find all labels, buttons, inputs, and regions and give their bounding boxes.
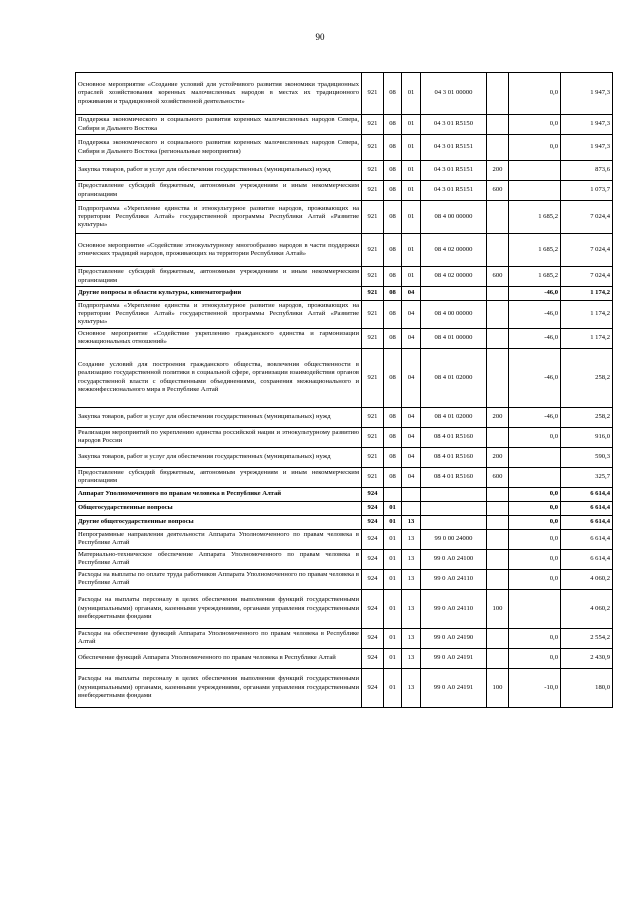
row-section-code: 08 xyxy=(384,73,402,115)
row-grbs-code: 921 xyxy=(362,348,384,407)
row-target-article: 08 4 01 R5160 xyxy=(421,467,487,487)
row-name: Расходы на выплаты персоналу в целях обеспечения выполнения функций государственными (муниципальными) органами, казенными учреждениями, органами управления государственными внебюджетными фондами xyxy=(76,668,362,707)
row-grbs-code: 924 xyxy=(362,668,384,707)
row-change-amount: 0,0 xyxy=(509,73,561,115)
row-subsection-code: 04 xyxy=(402,348,421,407)
row-expense-type xyxy=(487,427,509,447)
row-name: Закупка товаров, работ и услуг для обеспечения государственных (муниципальных) нужд xyxy=(76,447,362,467)
row-grbs-code: 921 xyxy=(362,328,384,348)
row-subsection-code: 04 xyxy=(402,287,421,301)
row-target-article xyxy=(421,487,487,501)
row-subsection-code: 13 xyxy=(402,648,421,668)
row-subsection-code: 13 xyxy=(402,529,421,549)
row-expense-type: 200 xyxy=(487,161,509,181)
row-target-article: 08 4 01 R5160 xyxy=(421,447,487,467)
row-total-amount: 4 060,2 xyxy=(561,589,613,628)
row-expense-type xyxy=(487,115,509,135)
row-subsection-code xyxy=(402,501,421,515)
row-name: Расходы на выплаты персоналу в целях обеспечения выполнения функций государственными (муниципальными) органами, казенными учреждениями, органами управления государственными внебюджетными фондами xyxy=(76,589,362,628)
row-change-amount: 0,0 xyxy=(509,549,561,569)
table-row xyxy=(76,487,613,501)
row-target-article: 99 0 А0 24191 xyxy=(421,648,487,668)
row-section-code: 08 xyxy=(384,161,402,181)
row-target-article: 08 4 00 00000 xyxy=(421,301,487,329)
row-expense-type xyxy=(487,501,509,515)
row-name: Предоставление субсидий бюджетным, автономным учреждениям и иным некоммерческим организациям xyxy=(76,467,362,487)
row-expense-type: 200 xyxy=(487,407,509,427)
row-target-article: 99 0 А0 24110 xyxy=(421,589,487,628)
row-expense-type: 600 xyxy=(487,267,509,287)
row-name: Закупка товаров, работ и услуг для обеспечения государственных (муниципальных) нужд xyxy=(76,407,362,427)
row-section-code: 01 xyxy=(384,515,402,529)
row-grbs-code: 921 xyxy=(362,301,384,329)
row-expense-type xyxy=(487,628,509,648)
row-subsection-code: 13 xyxy=(402,668,421,707)
row-subsection-code: 13 xyxy=(402,569,421,589)
row-name: Предоставление субсидий бюджетным, автономным учреждениям и иным некоммерческим организациям xyxy=(76,181,362,201)
row-name: Предоставление субсидий бюджетным, автономным учреждениям и иным некоммерческим организациям xyxy=(76,267,362,287)
row-target-article: 04 3 01 R5150 xyxy=(421,115,487,135)
row-target-article: 99 0 00 24000 xyxy=(421,529,487,549)
row-total-amount: 6 614,4 xyxy=(561,529,613,549)
row-target-article: 99 0 А0 24100 xyxy=(421,549,487,569)
row-section-code: 08 xyxy=(384,135,402,161)
row-name: Основное мероприятие «Содействие укреплению гражданского единства и гармонизации межнациональных отношений» xyxy=(76,328,362,348)
row-name: Поддержка экономического и социального развития коренных малочисленных народов Севера, Сибири и Дальнего Востока (региональные мероприятия) xyxy=(76,135,362,161)
table-row xyxy=(76,115,613,135)
row-section-code xyxy=(384,487,402,501)
row-section-code: 01 xyxy=(384,589,402,628)
row-section-code: 08 xyxy=(384,328,402,348)
row-target-article: 99 0 А0 24110 xyxy=(421,569,487,589)
row-name: Другие общегосударственные вопросы xyxy=(76,515,362,529)
table-row xyxy=(76,301,613,329)
row-name: Расходы на выплаты по оплате труда работников Аппарата Уполномоченного по правам человека в Республике Алтай xyxy=(76,569,362,589)
row-section-code: 01 xyxy=(384,648,402,668)
table-row xyxy=(76,161,613,181)
row-change-amount: 0,0 xyxy=(509,501,561,515)
row-name: Расходы на обеспечение функций Аппарата Уполномоченного по правам человека в Республике Алтай xyxy=(76,628,362,648)
row-expense-type: 100 xyxy=(487,668,509,707)
row-subsection-code: 04 xyxy=(402,301,421,329)
row-grbs-code: 921 xyxy=(362,135,384,161)
row-name: Закупка товаров, работ и услуг для обеспечения государственных (муниципальных) нужд xyxy=(76,161,362,181)
row-target-article: 08 4 00 00000 xyxy=(421,201,487,234)
row-expense-type xyxy=(487,529,509,549)
row-section-code: 01 xyxy=(384,668,402,707)
row-total-amount: 7 024,4 xyxy=(561,267,613,287)
row-change-amount: 0,0 xyxy=(509,135,561,161)
row-target-article: 08 4 02 00000 xyxy=(421,267,487,287)
table-row xyxy=(76,234,613,267)
row-change-amount xyxy=(509,161,561,181)
row-target-article xyxy=(421,501,487,515)
table-row xyxy=(76,589,613,628)
table-row xyxy=(76,135,613,161)
row-expense-type xyxy=(487,234,509,267)
row-subsection-code: 01 xyxy=(402,181,421,201)
row-section-code: 08 xyxy=(384,447,402,467)
table-row xyxy=(76,549,613,569)
row-grbs-code: 924 xyxy=(362,648,384,668)
row-grbs-code: 921 xyxy=(362,115,384,135)
row-change-amount: 1 685,2 xyxy=(509,234,561,267)
row-section-code: 08 xyxy=(384,467,402,487)
row-change-amount: -46,0 xyxy=(509,301,561,329)
row-grbs-code: 921 xyxy=(362,234,384,267)
row-grbs-code: 924 xyxy=(362,501,384,515)
row-grbs-code: 924 xyxy=(362,549,384,569)
table-row xyxy=(76,328,613,348)
row-subsection-code: 04 xyxy=(402,467,421,487)
row-grbs-code: 921 xyxy=(362,267,384,287)
row-total-amount: 2 430,9 xyxy=(561,648,613,668)
row-grbs-code: 924 xyxy=(362,589,384,628)
table-row xyxy=(76,287,613,301)
row-change-amount xyxy=(509,447,561,467)
row-grbs-code: 921 xyxy=(362,407,384,427)
row-grbs-code: 921 xyxy=(362,161,384,181)
row-change-amount: -46,0 xyxy=(509,328,561,348)
row-name: Подпрограмма «Укрепление единства и этнокультурное развитие народов, проживающих на территории Республики Алтай» государственной программы Республики Алтай «Развитие культуры» xyxy=(76,301,362,329)
row-expense-type xyxy=(487,348,509,407)
row-expense-type xyxy=(487,201,509,234)
row-change-amount: 0,0 xyxy=(509,115,561,135)
row-subsection-code: 01 xyxy=(402,135,421,161)
row-target-article: 04 3 01 R5151 xyxy=(421,135,487,161)
row-grbs-code: 921 xyxy=(362,287,384,301)
row-name: Непрограммные направления деятельности Аппарата Уполномоченного по правам человека в Республике Алтай xyxy=(76,529,362,549)
row-grbs-code: 921 xyxy=(362,181,384,201)
row-target-article xyxy=(421,287,487,301)
row-section-code: 08 xyxy=(384,427,402,447)
row-name: Подпрограмма «Укрепление единства и этнокультурное развитие народов, проживающих на территории Республики Алтай» государственной программы Республики Алтай «Развитие культуры» xyxy=(76,201,362,234)
row-change-amount: 0,0 xyxy=(509,515,561,529)
row-name: Материально-техническое обеспечение Аппарата Уполномоченного по правам человека в Республике Алтай xyxy=(76,549,362,569)
row-expense-type xyxy=(487,328,509,348)
row-change-amount: -46,0 xyxy=(509,287,561,301)
row-expense-type xyxy=(487,549,509,569)
row-section-code: 08 xyxy=(384,234,402,267)
row-total-amount: 1 947,3 xyxy=(561,135,613,161)
row-total-amount: 1 947,3 xyxy=(561,115,613,135)
row-section-code: 08 xyxy=(384,267,402,287)
row-grbs-code: 924 xyxy=(362,628,384,648)
table-row xyxy=(76,73,613,115)
table-row xyxy=(76,569,613,589)
row-section-code: 08 xyxy=(384,287,402,301)
row-change-amount xyxy=(509,181,561,201)
row-subsection-code: 13 xyxy=(402,549,421,569)
row-section-code: 01 xyxy=(384,628,402,648)
row-name: Создание условий для построения гражданского общества, вовлечения общественности в реализацию государственной политики в социальной сфере, организации взаимодействия органов государственной власти с общественными объединениями, сохранения межнационального и межконфессионального мира в Республике Алтай xyxy=(76,348,362,407)
row-change-amount: -46,0 xyxy=(509,348,561,407)
row-target-article: 04 3 01 R5151 xyxy=(421,161,487,181)
row-subsection-code: 04 xyxy=(402,407,421,427)
row-subsection-code: 04 xyxy=(402,447,421,467)
row-change-amount: 0,0 xyxy=(509,427,561,447)
table-row xyxy=(76,628,613,648)
row-expense-type xyxy=(487,135,509,161)
row-target-article: 08 4 01 R5160 xyxy=(421,427,487,447)
row-change-amount xyxy=(509,589,561,628)
row-subsection-code: 01 xyxy=(402,234,421,267)
row-section-code: 01 xyxy=(384,549,402,569)
row-name: Основное мероприятие «Создание условий для устойчивого развития экономики традиционных отраслей хозяйствования коренных малочисленных народов в местах их традиционного проживания и традиционной хозяйственной деятельности» xyxy=(76,73,362,115)
row-total-amount: 2 554,2 xyxy=(561,628,613,648)
row-grbs-code: 921 xyxy=(362,467,384,487)
row-total-amount: 6 614,4 xyxy=(561,515,613,529)
row-section-code: 08 xyxy=(384,407,402,427)
page-number: 90 xyxy=(315,32,325,42)
row-change-amount: 0,0 xyxy=(509,487,561,501)
row-name: Обеспечение функций Аппарата Уполномоченного по правам человека в Республике Алтай xyxy=(76,648,362,668)
row-subsection-code: 04 xyxy=(402,328,421,348)
row-total-amount: 180,0 xyxy=(561,668,613,707)
table-row xyxy=(76,467,613,487)
row-subsection-code: 13 xyxy=(402,515,421,529)
row-expense-type xyxy=(487,487,509,501)
row-subsection-code: 01 xyxy=(402,73,421,115)
row-section-code: 08 xyxy=(384,348,402,407)
row-target-article: 08 4 01 02000 xyxy=(421,348,487,407)
row-change-amount: -10,0 xyxy=(509,668,561,707)
row-section-code: 08 xyxy=(384,301,402,329)
row-change-amount: 0,0 xyxy=(509,569,561,589)
row-change-amount: 1 685,2 xyxy=(509,267,561,287)
row-total-amount: 258,2 xyxy=(561,348,613,407)
budget-table xyxy=(75,72,613,708)
row-change-amount: 0,0 xyxy=(509,529,561,549)
table-row xyxy=(76,529,613,549)
row-grbs-code: 921 xyxy=(362,201,384,234)
row-subsection-code: 13 xyxy=(402,628,421,648)
row-expense-type xyxy=(487,73,509,115)
row-target-article xyxy=(421,515,487,529)
row-section-code: 08 xyxy=(384,181,402,201)
row-target-article: 99 0 А0 24190 xyxy=(421,628,487,648)
row-grbs-code: 921 xyxy=(362,447,384,467)
row-grbs-code: 924 xyxy=(362,487,384,501)
row-total-amount: 1 947,3 xyxy=(561,73,613,115)
row-total-amount: 258,2 xyxy=(561,407,613,427)
table-row xyxy=(76,427,613,447)
row-expense-type: 600 xyxy=(487,181,509,201)
table-row xyxy=(76,501,613,515)
row-target-article: 08 4 01 00000 xyxy=(421,328,487,348)
row-subsection-code: 01 xyxy=(402,267,421,287)
row-total-amount: 873,6 xyxy=(561,161,613,181)
row-section-code: 01 xyxy=(384,501,402,515)
table-row xyxy=(76,267,613,287)
row-expense-type xyxy=(487,301,509,329)
row-grbs-code: 921 xyxy=(362,73,384,115)
table-row xyxy=(76,668,613,707)
row-subsection-code: 13 xyxy=(402,589,421,628)
table-row xyxy=(76,181,613,201)
row-total-amount: 1 174,2 xyxy=(561,287,613,301)
table-row xyxy=(76,648,613,668)
row-total-amount: 1 174,2 xyxy=(561,328,613,348)
table-row xyxy=(76,407,613,427)
row-expense-type: 200 xyxy=(487,447,509,467)
row-target-article: 08 4 01 02000 xyxy=(421,407,487,427)
row-subsection-code xyxy=(402,487,421,501)
row-total-amount: 916,0 xyxy=(561,427,613,447)
row-total-amount: 7 024,4 xyxy=(561,234,613,267)
row-expense-type xyxy=(487,515,509,529)
row-section-code: 01 xyxy=(384,569,402,589)
row-grbs-code: 924 xyxy=(362,515,384,529)
row-total-amount: 4 060,2 xyxy=(561,569,613,589)
row-name: Поддержка экономического и социального развития коренных малочисленных народов Севера, Сибири и Дальнего Востока xyxy=(76,115,362,135)
row-total-amount: 590,3 xyxy=(561,447,613,467)
table-row xyxy=(76,515,613,529)
row-target-article: 08 4 02 00000 xyxy=(421,234,487,267)
row-total-amount: 1 073,7 xyxy=(561,181,613,201)
row-grbs-code: 924 xyxy=(362,529,384,549)
row-subsection-code: 01 xyxy=(402,201,421,234)
row-change-amount: 1 685,2 xyxy=(509,201,561,234)
row-change-amount xyxy=(509,467,561,487)
row-grbs-code: 921 xyxy=(362,427,384,447)
row-name: Основное мероприятие «Содействие этнокультурному многообразию народов в части поддержки этнических традиций народов, проживающих на территории Республики Алтай» xyxy=(76,234,362,267)
table-row xyxy=(76,447,613,467)
row-change-amount: 0,0 xyxy=(509,628,561,648)
row-name: Общегосударственные вопросы xyxy=(76,501,362,515)
row-change-amount: 0,0 xyxy=(509,648,561,668)
row-total-amount: 325,7 xyxy=(561,467,613,487)
row-expense-type xyxy=(487,569,509,589)
table-row xyxy=(76,201,613,234)
row-expense-type xyxy=(487,648,509,668)
row-total-amount: 6 614,4 xyxy=(561,487,613,501)
row-section-code: 08 xyxy=(384,115,402,135)
row-total-amount: 7 024,4 xyxy=(561,201,613,234)
row-section-code: 08 xyxy=(384,201,402,234)
row-subsection-code: 01 xyxy=(402,161,421,181)
row-name: Аппарат Уполномоченного по правам человека в Республике Алтай xyxy=(76,487,362,501)
row-expense-type xyxy=(487,287,509,301)
row-name: Другие вопросы в области культуры, кинематографии xyxy=(76,287,362,301)
row-total-amount: 1 174,2 xyxy=(561,301,613,329)
row-subsection-code: 04 xyxy=(402,427,421,447)
row-expense-type: 100 xyxy=(487,589,509,628)
table-row xyxy=(76,348,613,407)
row-grbs-code: 924 xyxy=(362,569,384,589)
row-target-article: 99 0 А0 24191 xyxy=(421,668,487,707)
row-target-article: 04 3 01 00000 xyxy=(421,73,487,115)
row-section-code: 01 xyxy=(384,529,402,549)
row-subsection-code: 01 xyxy=(402,115,421,135)
row-name: Реализация мероприятий по укреплению единства российской нации и этнокультурному развитию народов России xyxy=(76,427,362,447)
row-total-amount: 6 614,4 xyxy=(561,549,613,569)
row-expense-type: 600 xyxy=(487,467,509,487)
row-target-article: 04 3 01 R5151 xyxy=(421,181,487,201)
row-change-amount: -46,0 xyxy=(509,407,561,427)
row-total-amount: 6 614,4 xyxy=(561,501,613,515)
